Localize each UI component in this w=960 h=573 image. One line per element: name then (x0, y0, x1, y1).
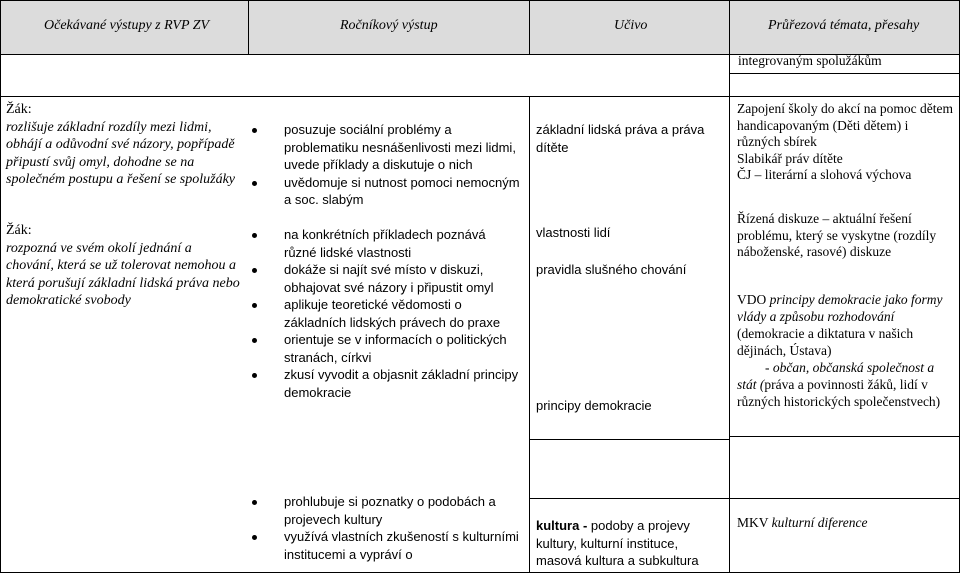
list-item: posuzuje sociální problémy a problematiku nesnášenlivosti mezi lidmi, uvede příklady a diskutuje o nich (250, 121, 520, 174)
curriculum-item: základní lidská práva a práva dítěte (536, 122, 705, 155)
curriculum-item: vlastnosti lidí (536, 225, 611, 240)
header-cross-topics: Průřezová témata, přesahy (768, 18, 920, 33)
cross-topic-text: Řízená diskuze – aktuální řešení problému, který se vyskytne (rozdíly náboženské, rasové) diskuze (737, 211, 937, 259)
grid-line (729, 73, 960, 74)
curriculum-item: principy demokracie (536, 398, 652, 413)
outcome-block (6, 101, 240, 189)
bullet-icon (252, 303, 257, 308)
yearly-output-list (250, 226, 520, 401)
curriculum-item: pravidla slušného chování (536, 262, 687, 277)
list-item: orientuje se v informacích o politických stranách, církvi (250, 331, 520, 366)
outcome-label: Žák: (6, 223, 32, 238)
bullet-icon (252, 373, 257, 378)
cross-topic-text: MKV kulturní diference (737, 515, 868, 530)
grid-line (0, 96, 960, 97)
grid-line (0, 0, 960, 1)
yearly-output-list (250, 493, 520, 563)
list-item: aplikuje teoretické vědomosti o základních lidských právech do praxe (250, 296, 520, 331)
header-outcomes: Očekávané výstupy z RVP ZV (44, 18, 210, 33)
bullet-icon (252, 500, 257, 505)
bullet-icon (252, 181, 257, 186)
bullet-icon (252, 535, 257, 540)
cross-topic-text: Zapojení školy do akcí na pomoc dětem handicapovaným (Děti dětem) i různých sbírek Slabikář práv dítěte ČJ – literární a slohová výchova (737, 101, 953, 182)
list-item: uvědomuje si nutnost pomoci nemocným a soc. slabým (250, 174, 520, 209)
bullet-icon (252, 128, 257, 133)
outcome-text: rozlišuje základní rozdíly mezi lidmi, obhájí a odůvodní své názory, popřípadě připustí svůj omyl, dohodne se na společném postupu a řešení se spolužáky (6, 119, 236, 187)
grid-line (729, 436, 960, 437)
bullet-icon (252, 268, 257, 273)
outcome-label: Žák: (6, 102, 32, 117)
bullet-icon (252, 233, 257, 238)
grid-line (529, 0, 530, 54)
yearly-output-list (250, 121, 520, 209)
header-curriculum: Učivo (614, 18, 648, 33)
curriculum-item: kultura - podoby a projevy kultury, kulturní instituce, masová kultura a subkultura (536, 518, 699, 568)
grid-line (0, 0, 1, 573)
cross-topic-text: integrovaným spolužákům (738, 53, 882, 68)
list-item: prohlubuje si poznatky o podobách a projevech kultury (250, 493, 520, 528)
grid-line (529, 498, 960, 499)
list-item: zkusí vyvodit a objasnit základní principy demokracie (250, 366, 520, 401)
grid-line (248, 0, 249, 54)
list-item: na konkrétních příkladech poznává různé lidské vlastnosti (250, 226, 520, 261)
outcome-block (6, 222, 240, 310)
outcome-text: rozpozná ve svém okolí jednání a chování, která se už tolerovat nemohou a která porušují základní lidská práva nebo demokratické svobody (6, 240, 240, 308)
bullet-icon (252, 338, 257, 343)
grid-line (529, 96, 530, 573)
list-item: dokáže si najít své místo v diskuzi, obhajovat své názory i připustit omyl (250, 261, 520, 296)
grid-line (529, 439, 729, 440)
list-item: využívá vlastních zkušeností s kulturními institucemi a vypráví o (250, 528, 520, 563)
header-yearly-output: Ročníkový výstup (340, 18, 438, 33)
grid-line (729, 0, 730, 573)
cross-topic-text: VDO principy demokracie jako formy vlády a způsobu rozhodování (demokracie a diktatura v našich dějinách, Ústava) - občan, občanská společnost a stát (práva a povinnosti žáků, lidí v různých historických společenstvech) (737, 292, 943, 409)
